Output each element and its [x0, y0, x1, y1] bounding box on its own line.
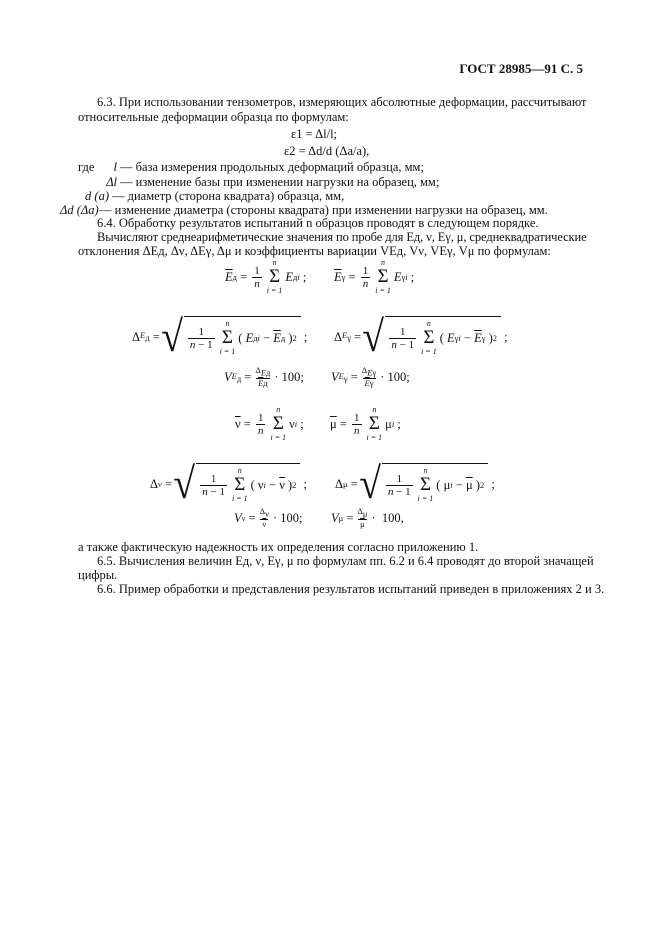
- para-6-4-calc-line1: Вычисляют среднеарифметические значения по пробе для Eд, ν, Eγ, μ, среднеквадратические: [97, 230, 587, 244]
- def3-text: — диаметр (сторона квадрата) образца, мм,: [112, 189, 345, 203]
- def2-text: — изменение базы при изменении нагрузки на образец, мм;: [120, 175, 440, 189]
- para-6-6: 6.6. Пример обработки и представления результатов испытаний приведен в приложениях 2 и 3.: [97, 582, 605, 596]
- para-6-4: 6.4. Обработку результатов испытаний n образцов проводят в следующем порядке.: [97, 216, 539, 230]
- where-label: где: [78, 160, 95, 174]
- formula-var-nu: V ν = $\frac{\Delta_\nu}{\nu}$ · 100;: [234, 506, 303, 529]
- def1-symbol: l: [113, 160, 117, 174]
- para-6-5-line2: цифры.: [78, 568, 118, 582]
- def1-text: — база измерения продольных деформаций образца, мм;: [120, 160, 424, 174]
- def3-symbol: d (a): [85, 189, 109, 203]
- formula-mean-mu: $\overline{\mu}$ = $\frac{1}{n}$ n Σ i = 1 μ i ;: [330, 405, 401, 442]
- formula-std-Ed: Δ $E_д$ = √ $\frac{1}{n - 1}$ n Σ i = 1 ( E дi − $\overline{E}$ д ) 2 ;: [132, 311, 308, 361]
- formula-eps2: ε2 = Δd/d (Δa/a),: [284, 144, 370, 158]
- formula-std-Ey: Δ $E_\gamma$ = √ $\frac{1}{n - 1}$ n Σ i = 1 ( E γi − $\overline{E}$ γ ) 2 ;: [334, 311, 508, 361]
- formula-var-mu: V μ = $\frac{\Delta_\mu}{\mu}$ · 100,: [331, 506, 404, 529]
- formula-eps1: ε1 = Δl/l;: [291, 127, 338, 141]
- para-6-3-line2: относительные деформации образца по формулам:: [78, 110, 349, 124]
- formula-var-Ey: V $E_\gamma$ = $\frac{\Delta_{E\gamma}}{\overline{E}\gamma}$ · 100;: [331, 365, 410, 388]
- def4-text: — изменение диаметра (стороны квадрата) при изменении нагрузки на образец, мм.: [99, 203, 548, 217]
- formula-std-nu: Δ ν = √ $\frac{1}{n - 1}$ n Σ i = 1 ( ν i − $\overline{\nu}$ ) 2 ;: [150, 458, 308, 508]
- para-reliability: а также фактическую надежность их определения согласно приложению 1.: [78, 540, 479, 554]
- formula-var-Ed: V $E_д$ = $\frac{\Delta_{Eд}}{\overline{E}д}$ · 100;: [224, 365, 304, 388]
- formula-mean-nu: $\overline{\nu}$ = $\frac{1}{n}$ n Σ i = 1 ν i ;: [235, 405, 304, 442]
- para-6-5-line1: 6.5. Вычисления величин Eд, ν, Eγ, μ по формулам пп. 6.2 и 6.4 проводят до второй значащей: [97, 554, 594, 568]
- formula-mean-Ey: $\overline{E}$ γ = $\frac{1}{n}$ n Σ i = 1 E γi ;: [334, 258, 415, 295]
- para-6-3-line1: 6.3. При использовании тензометров, измеряющих абсолютные деформации, рассчитывают: [97, 95, 587, 109]
- para-6-4-calc-line2: отклонения ΔEд, Δν, ΔEγ, Δμ и коэффициенты вариации VEд, Vν, VEγ, Vμ по формулам:: [78, 244, 551, 258]
- def2-symbol: Δl: [106, 175, 117, 189]
- def4-symbol: Δd (Δa): [60, 203, 99, 217]
- page-header: ГОСТ 28985—91 С. 5: [459, 61, 583, 76]
- formula-std-mu: Δ μ = √ $\frac{1}{n - 1}$ n Σ i = 1 ( μ i − $\overline{\mu}$ ) 2 ;: [335, 458, 495, 508]
- formula-mean-Ed: $\overline{E}$ д = $\frac{1}{n}$ n Σ i = 1 E дi ;: [225, 258, 307, 295]
